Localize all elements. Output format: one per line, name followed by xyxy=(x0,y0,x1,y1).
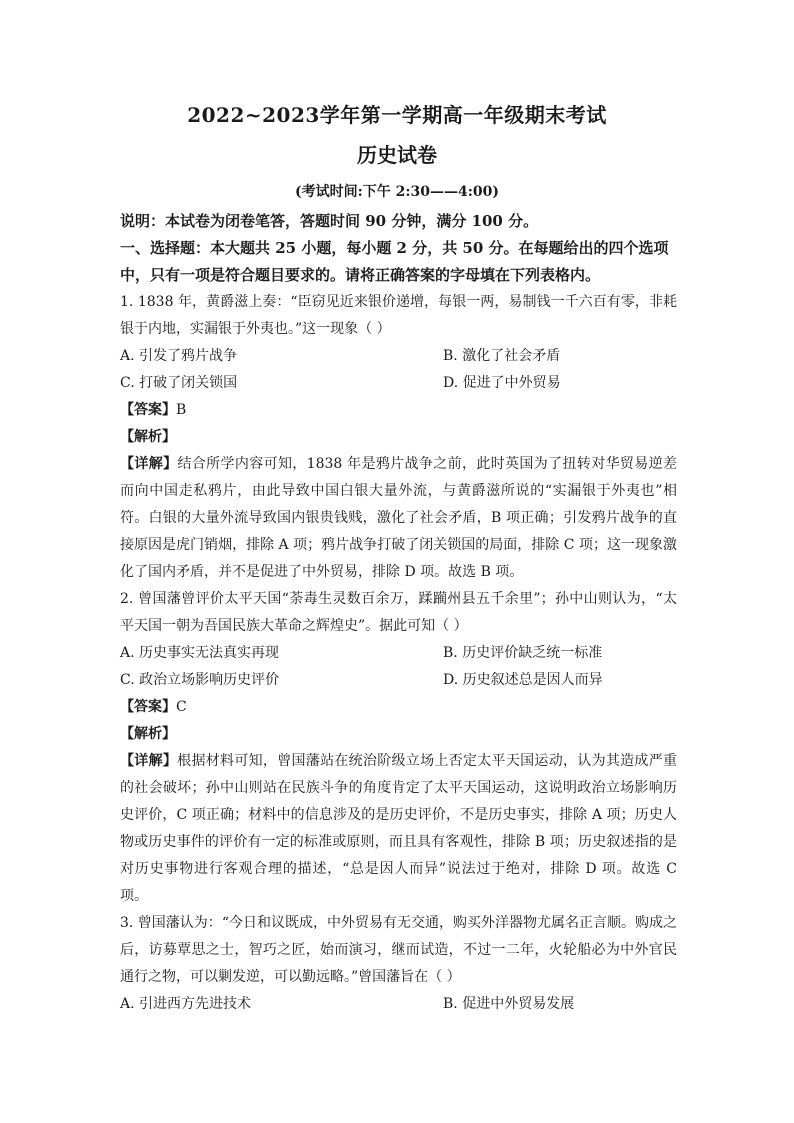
answer-value: B xyxy=(176,402,187,418)
analysis-label: 【解析】 xyxy=(120,726,176,742)
exam-subject: 历史试卷 xyxy=(357,143,437,167)
exam-title: 2022~2023学年第一学期高一年级期末考试 xyxy=(187,103,607,127)
detail-label: 【详解】 xyxy=(120,753,178,769)
answer-label: 【答案】 xyxy=(120,699,176,715)
analysis-line xyxy=(120,424,677,451)
exam-time: (考试时间:下午 2:30——4:00) xyxy=(294,184,500,200)
option-c: C. 打破了闭关锁国 xyxy=(120,375,238,391)
question-stem: 1. 1838 年，黄爵滋上奏：“臣窃见近来银价递增，每银一两，易制钱一千六百有零，非耗银于内地，实漏银于外夷也。”这一现象（ ） xyxy=(120,294,677,337)
option-a: A. 引进西方先进技术 xyxy=(120,996,252,1012)
option-a: A. 引发了鸦片战争 xyxy=(120,348,238,364)
detail-text: 结合所学内容可知，1838 年是鸦片战争之前，此时英国为了扭转对华贸易逆差而向中国走私鸦片，由此导致中国白银大量外流，与黄爵滋所说的“实漏银于外夷也”相符。白银的大量外流导致国内银贵钱贱，激化了社会矛盾，B 项正确；引发鸦片战争的直接原因是虎门销烟，排除 A 项；鸦片战争打破了闭关锁国的局面，排除 C 项；这一现象激化了国内矛盾，并不是促进了中外贸易，排除 D 项。故选 B 项。 xyxy=(120,456,678,580)
option-b: B. 历史评价缺乏统一标准 xyxy=(443,645,603,661)
answer-label: 【答案】 xyxy=(120,402,176,418)
answer-line xyxy=(120,397,677,424)
answer-value: C xyxy=(176,699,187,715)
exam-note: 说明：本试卷为闭卷笔答，答题时间 90 分钟，满分 100 分。 xyxy=(120,212,539,230)
question-options xyxy=(120,991,677,1018)
question-3 xyxy=(120,910,677,1018)
question-stem: 2. 曾国藩曾评价太平天国“荼毒生灵数百余万，蹂躏州县五千余里”；孙中山则认为，“太平天国一朝为吾国民族大革命之辉煌史”。据此可知（ ） xyxy=(120,591,677,634)
question-stem: 3. 曾国藩认为：“今日和议既成，中外贸易有无交通，购买外洋器物尤属名正言顺。购成之后，访募覃思之士，智巧之匠，始而演习，继而试造，不过一二年，火轮船必为中外官民通行之物，可以剿发逆，可以勤远略。”曾国藩旨在（ ） xyxy=(120,915,677,985)
option-a: A. 历史事实无法真实再现 xyxy=(120,645,280,661)
answer-line xyxy=(120,694,677,721)
option-c: C. 政治立场影响历史评价 xyxy=(120,672,280,688)
analysis-line xyxy=(120,721,677,748)
detail-paragraph xyxy=(120,748,677,910)
question-options xyxy=(120,640,677,694)
exam-content xyxy=(120,208,677,1018)
option-b: B. 促进中外贸易发展 xyxy=(443,996,575,1012)
detail-label: 【详解】 xyxy=(120,456,178,472)
question-1 xyxy=(120,289,677,586)
section-one-heading: 一、选择题：本大题共 25 小题，每小题 2 分，共 50 分。在每题给出的四个选项中，只有一项是符合题目要求的。请将正确答案的字母填在下列表格内。 xyxy=(120,239,669,284)
question-2 xyxy=(120,586,677,910)
option-b: B. 激化了社会矛盾 xyxy=(443,348,561,364)
question-options xyxy=(120,343,677,397)
option-d: D. 历史叙述总是因人而异 xyxy=(443,672,603,688)
analysis-label: 【解析】 xyxy=(120,429,176,445)
option-d: D. 促进了中外贸易 xyxy=(443,375,561,391)
detail-text: 根据材料可知，曾国藩站在统治阶级立场上否定太平天国运动，认为其造成严重的社会破坏；孙中山则站在民族斗争的角度肯定了太平天国运动，这说明政治立场影响历史评价，C 项正确；材料中的信息涉及的是历史评价，不是历史事实，排除 A 项；历史人物或历史事件的评价有一定的标准或原则，而且具有客观性，排除 B 项；历史叙述指的是对历史事物进行客观合理的描述，“总是因人而异”说法过于绝对，排除 D 项。故选 C 项。 xyxy=(120,753,678,904)
detail-paragraph xyxy=(120,451,677,586)
